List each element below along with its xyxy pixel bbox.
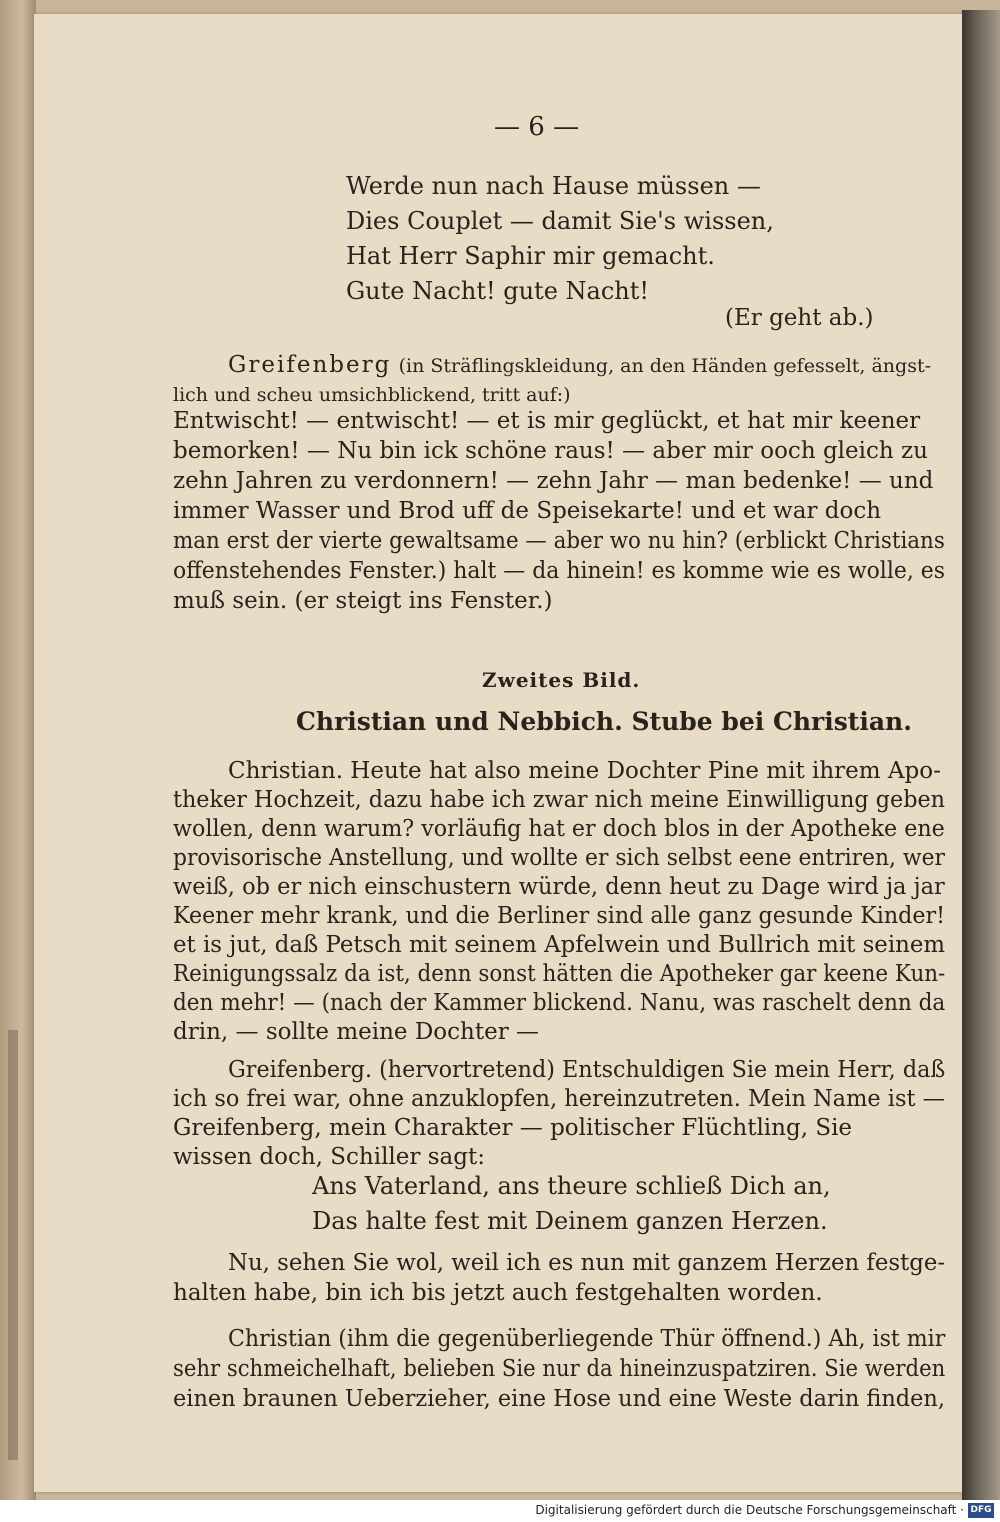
speech-line: bemorken! — Nu bin ick schöne raus! — aber mir ooch gleich zu xyxy=(173,438,928,464)
speech-line: Entwischt! — entwischt! — et is mir geglückt, et hat mir keener xyxy=(173,408,921,434)
speech-line: et is jut, daß Petsch mit seinem Apfelwein und Bullrich mit seinem xyxy=(173,932,946,958)
quote-line: Ans Vaterland, ans theure schließ Dich an, xyxy=(312,1172,831,1200)
verse-line: Gute Nacht! gute Nacht! xyxy=(346,277,650,305)
speech-line: halten habe, bin ich bis jetzt auch festgehalten worden. xyxy=(173,1280,823,1306)
quote-line: Das halte fest mit Deinem ganzen Herzen. xyxy=(312,1207,828,1235)
stage-direction: (in Sträflingskleidung, an den Händen gefesselt, ängst- xyxy=(398,355,932,377)
speech-line: theker Hochzeit, dazu habe ich zwar nich meine Einwilligung geben xyxy=(173,787,946,813)
verse-line: Hat Herr Saphir mir gemacht. xyxy=(346,242,715,270)
spine-mark xyxy=(8,1030,18,1460)
speech-line: Nu, sehen Sie wol, weil ich es nun mit ganzem Herzen festge- xyxy=(228,1250,946,1276)
speech-line: ich so frei war, ohne anzuklopfen, hereinzutreten. Mein Name ist — xyxy=(173,1086,946,1112)
page-number: — 6 — xyxy=(494,112,580,142)
verse-line: Werde nun nach Hause müssen — xyxy=(346,172,761,200)
book-binding-edge xyxy=(962,10,1000,1500)
speech-line: sehr schmeichelhaft, belieben Sie nur da hineinzuspatziren. Sie werden xyxy=(173,1356,946,1382)
speech-line: Greifenberg. (hervortretend) Entschuldigen Sie mein Herr, daß xyxy=(228,1057,946,1083)
speech-line: immer Wasser und Brod uff de Speisekarte! und et war doch xyxy=(173,498,882,524)
verse-line: Dies Couplet — damit Sie's wissen, xyxy=(346,207,774,235)
speech-line: drin, — sollte meine Dochter — xyxy=(173,1019,540,1045)
speech-line: einen braunen Ueberzieher, eine Hose und eine Weste darin finden, xyxy=(173,1386,946,1412)
stage-direction: (Er geht ab.) xyxy=(725,305,874,331)
speech-line: zehn Jahren zu verdonnern! — zehn Jahr — man bedenke! — und xyxy=(173,468,934,494)
left-page-edge xyxy=(0,0,36,1500)
speech-line: Christian (ihm die gegenüberliegende Thür öffnend.) Ah, ist mir xyxy=(228,1326,946,1352)
footer-bar xyxy=(0,1500,1000,1522)
speech-line: man erst der vierte gewaltsame — aber wo nu hin? (erblickt Christians xyxy=(173,528,945,554)
dfg-logo-icon: DFG xyxy=(968,1503,994,1518)
speaker-name: Greifenberg xyxy=(228,352,392,378)
speech-line: wollen, denn warum? vorläufig hat er doch blos in der Apotheke ene xyxy=(173,816,945,842)
speech-line: wissen doch, Schiller sagt: xyxy=(173,1144,485,1170)
scene-heading: Zweites Bild. xyxy=(482,668,641,692)
speech-line: den mehr! — (nach der Kammer blickend. Nanu, was raschelt denn da xyxy=(173,990,946,1016)
stage-entry xyxy=(228,352,931,378)
speech-line: provisorische Anstellung, und wollte er sich selbst eene entriren, wer xyxy=(173,845,945,871)
footer-credit: Digitalisierung gefördert durch die Deutsche Forschungsgemeinschaft · xyxy=(535,1503,964,1517)
speech-line: Greifenberg, mein Charakter — politischer Flüchtling, Sie xyxy=(173,1115,853,1141)
stage-direction: lich und scheu umsichblickend, tritt auf:) xyxy=(173,384,571,406)
speech-line: Keener mehr krank, und die Berliner sind alle ganz gesunde Kinder! xyxy=(173,903,946,929)
scene-title: Christian und Nebbich. Stube bei Christian. xyxy=(296,707,912,736)
speech-line: offenstehendes Fenster.) halt — da hinein! es komme wie es wolle, es xyxy=(173,558,946,584)
speech-line: Reinigungssalz da ist, denn sonst hätten die Apotheker gar keene Kun- xyxy=(173,961,946,987)
speech-line: weiß, ob er nich einschustern würde, denn heut zu Dage wird ja jar xyxy=(173,874,945,900)
speech-line: muß sein. (er steigt ins Fenster.) xyxy=(173,588,553,614)
speech-line: Christian. Heute hat also meine Dochter Pine mit ihrem Apo- xyxy=(228,758,941,784)
